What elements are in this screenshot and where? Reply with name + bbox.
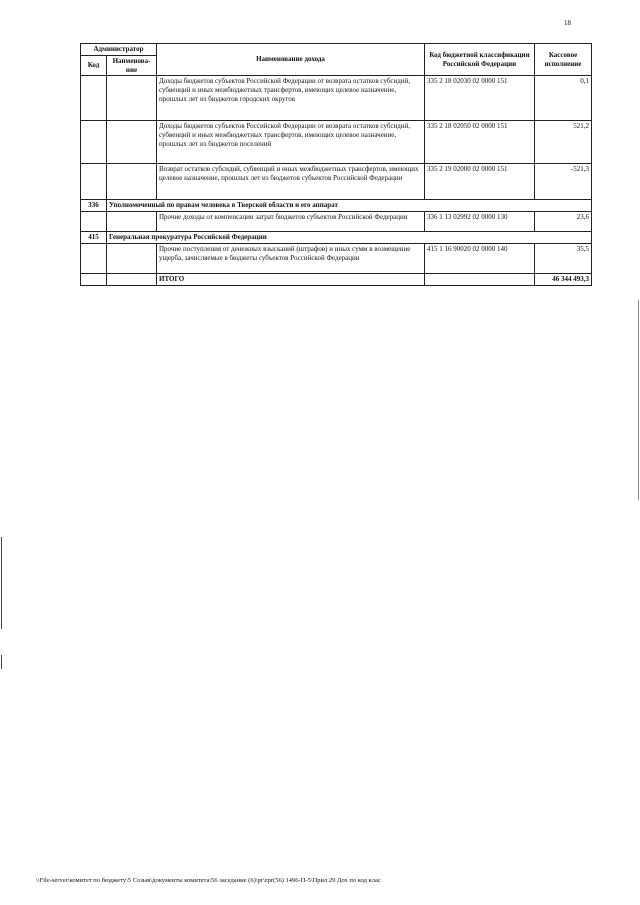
amount-cell: -521,3 xyxy=(535,164,592,200)
amount-cell: 35,5 xyxy=(535,243,592,273)
file-path-footer: \\File-server\комитет по бюджету\5 Созыв\документы комитета\56 заседание (6)\pr\zpr(56) 1496-П-5\Прил 29 Дох по код клас xyxy=(36,877,381,884)
section-row xyxy=(81,200,592,212)
budget-code-cell: 335 2 18 02050 02 0000 151 xyxy=(425,121,535,164)
table-header xyxy=(81,44,592,76)
amount-cell: 521,2 xyxy=(535,121,592,164)
budget-code-cell: 335 2 19 02000 02 0000 151 xyxy=(425,164,535,200)
administrator-header: Администратор xyxy=(81,44,157,56)
income-name-header: Наименование дохода xyxy=(157,44,425,76)
amount-cell: 0,1 xyxy=(535,76,592,121)
table-row xyxy=(81,76,592,121)
income-name-cell: Возврат остатков субсидий, субвенций и иных межбюджетных трансфертов, имеющих целевое назначение, прошлых лет из бюджетов субъектов Российской Федерации xyxy=(157,164,425,200)
budget-code-cell: 336 1 13 02992 02 0000 130 xyxy=(425,212,535,232)
total-label: ИТОГО xyxy=(157,273,425,285)
section-admin-code: 336 xyxy=(81,200,107,212)
scan-edge-mark xyxy=(1,655,2,669)
table-row xyxy=(81,164,592,200)
section-row xyxy=(81,232,592,244)
total-amount: 46 344 493,3 xyxy=(535,273,592,285)
table-body xyxy=(81,76,592,285)
page-number: 18 xyxy=(564,19,571,27)
income-name-cell: Доходы бюджетов субъектов Российской Федерации от возврата остатков субсидий, субвенций и иных межбюджетных трансфертов, имеющих целевое назначение, прошлых лет из бюджетов поселений xyxy=(157,121,425,164)
cash-execution-header: Кассовое исполнение xyxy=(535,44,592,76)
section-title: Уполномоченный по правам человека в Тверской области и его аппарат xyxy=(107,200,592,212)
table-row xyxy=(81,121,592,164)
amount-cell: 23,6 xyxy=(535,212,592,232)
total-row xyxy=(81,273,592,285)
section-title: Генеральная прокуратура Российской Федерации xyxy=(107,232,592,244)
income-table xyxy=(80,43,592,286)
table-row xyxy=(81,212,592,232)
income-name-cell: Доходы бюджетов субъектов Российской Федерации от возврата остатков субсидий, субвенций и иных межбюджетных трансфертов, имеющих целевое назначение, прошлых лет из бюджетов городских округов xyxy=(157,76,425,121)
income-name-cell: Прочие доходы от компенсации затрат бюджетов субъектов Российской Федерации xyxy=(157,212,425,232)
budget-code-cell: 415 1 16 90020 02 0000 140 xyxy=(425,243,535,273)
scan-edge-mark xyxy=(1,537,2,629)
admin-name-header: Наименова-ние xyxy=(107,55,157,76)
budget-code-cell: 335 2 18 02030 02 0000 151 xyxy=(425,76,535,121)
table-row xyxy=(81,243,592,273)
section-admin-code: 415 xyxy=(81,232,107,244)
budget-code-header: Код бюджетной классификации Российской Федерации xyxy=(425,44,535,76)
scan-edge-mark xyxy=(638,300,639,500)
code-header: Код xyxy=(81,55,107,76)
income-name-cell: Прочие поступления от денежных взысканий (штрафов) и иных сумм в возмещение ущерба, зачисляемые в бюджеты субъектов Российской Федерации xyxy=(157,243,425,273)
